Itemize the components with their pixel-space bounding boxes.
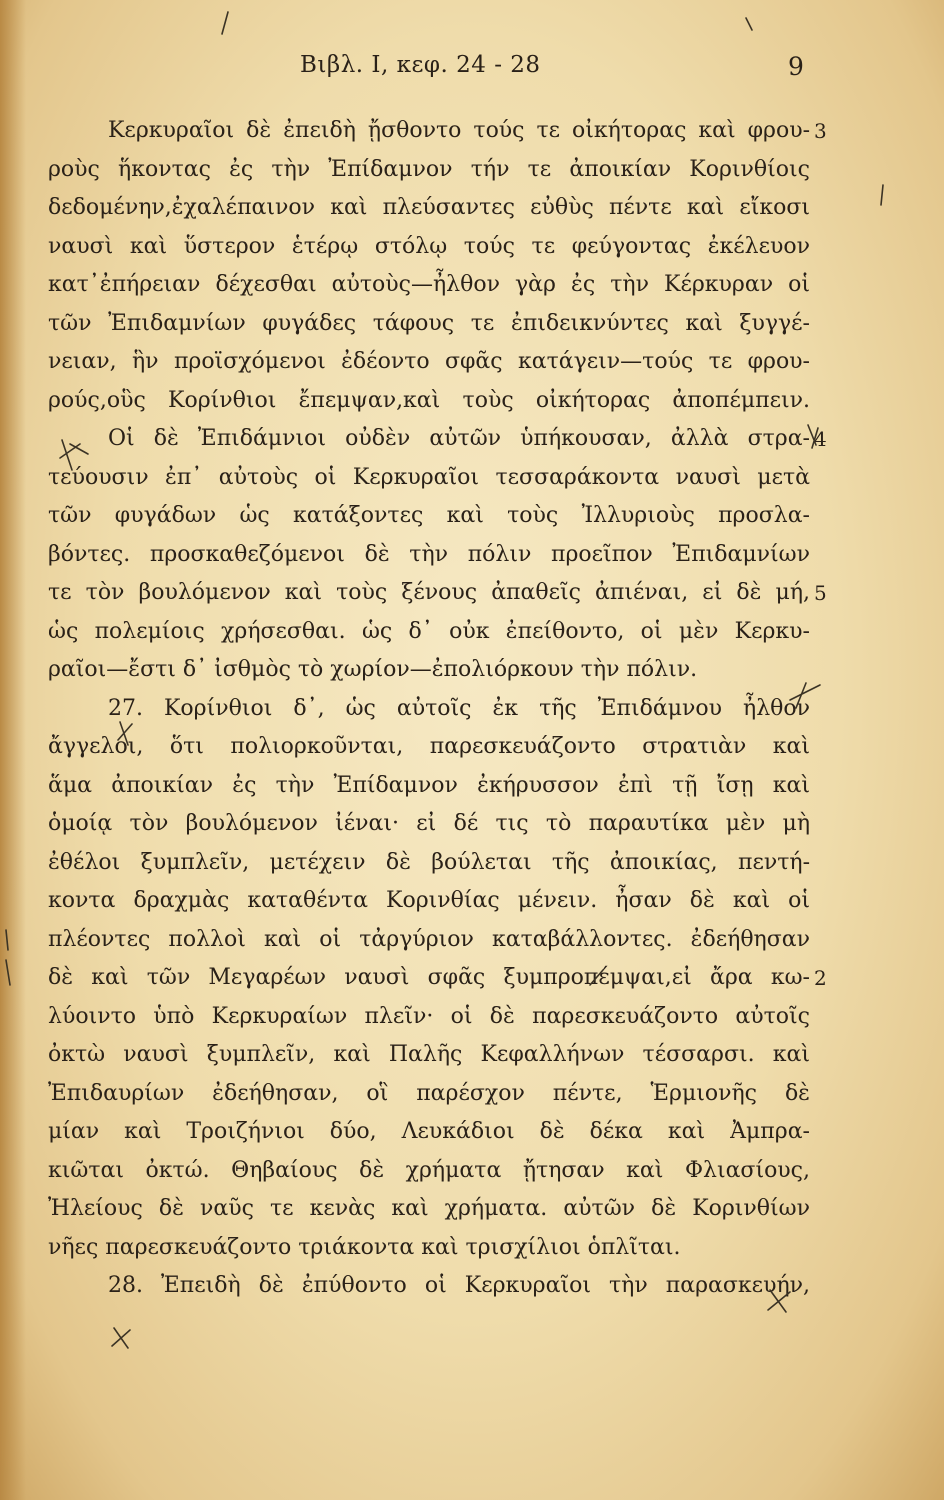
text-line: τῶν φυγάδων ὡς κατάξοντες καὶ τοὺς Ἰλλυριοὺς προσλα- (48, 503, 810, 528)
pencil-mark (746, 18, 752, 30)
margin-number: 2 (814, 966, 827, 990)
text-line: Οἱ δὲ Ἐπιδάμνιοι οὐδὲν αὐτῶν ὑπήκουσαν, ἀλλὰ στρα- (108, 426, 810, 451)
chapter-28-start: 28. Ἐπειδὴ δὲ ἐπύθοντο οἱ Κερκυραῖοι τὴν παρασκευήν, (108, 1273, 810, 1298)
text-line: δεδομένην,ἐχαλέπαινον καὶ πλεύσαντες εὐθὺς πέντε καὶ εἴκοσι (48, 195, 810, 220)
text-line: κατ᾽ἐπήρειαν δέχεσθαι αὐτοὺς—ἦλθον γὰρ ἐς τὴν Κέρκυραν οἱ (48, 272, 810, 297)
page-edge-shadow (0, 0, 26, 1500)
margin-number: 4 (814, 427, 827, 451)
chapter-27-start: 27. Κορίνθιοι δ᾽, ὡς αὐτοῖς ἐκ τῆς Ἐπιδάμνου ἦλθον (108, 695, 810, 721)
text-line: νῆες παρεσκευάζοντο τριάκοντα καὶ τρισχίλιοι ὁπλῖται. (48, 1234, 681, 1260)
text-line: Κερκυραῖοι δὲ ἐπειδὴ ᾔσθοντο τούς τε οἰκήτορας καὶ φρου- (108, 118, 810, 143)
text-line: Ἠλείους δὲ ναῦς τε κενὰς καὶ χρήματα. αὐτῶν δὲ Κορινθίων (48, 1196, 810, 1221)
text-line: πλέοντες πολλοὶ καὶ οἱ τἀργύριον καταβάλλοντες. ἐδεήθησαν (48, 926, 810, 952)
pencil-mark (881, 185, 883, 205)
text-line: δὲ καὶ τῶν Μεγαρέων ναυσὶ σφᾶς ξυμπροπέμψαι,εἰ ἄρα κω- (48, 965, 810, 990)
text-line: ροὺς ἥκοντας ἐς τὴν Ἐπίδαμνον τήν τε ἀποικίαν Κορινθίοις (48, 156, 810, 182)
text-line: βόντες. προσκαθεζόμενοι δὲ τὴν πόλιν προεῖπον Ἐπιδαμνίων (48, 541, 810, 567)
text-line: μίαν καὶ Τροιζήνιοι δύο, Λευκάδιοι δὲ δέκα καὶ Ἀμπρα- (48, 1119, 810, 1144)
margin-number: 3 (814, 119, 827, 143)
text-line: τεύουσιν ἐπ᾽ αὐτοὺς οἱ Κερκυραῖοι τεσσαράκοντα ναυσὶ μετὰ (48, 464, 810, 490)
running-head: Βιβλ. Ι, κεφ. 24 - 28 (300, 52, 541, 78)
text-line: ἐθέλοι ξυμπλεῖν, μετέχειν δὲ βούλεται τῆς ἀποικίας, πεντή- (48, 849, 810, 875)
page-number: 9 (788, 52, 804, 81)
text-line: Ἐπιδαυρίων ἐδεήθησαν, οἳ παρέσχον πέντε, Ἑρμιονῆς δὲ (48, 1080, 810, 1106)
text-line: ρούς,οὓς Κορίνθιοι ἔπεμψαν,καὶ τοὺς οἰκήτορας ἀποπέμπειν. (48, 387, 810, 413)
text-line: λύοιντο ὑπὸ Κερκυραίων πλεῖν· οἱ δὲ παρεσκευάζοντο αὐτοῖς (48, 1003, 810, 1029)
page-header (0, 52, 944, 88)
text-line: τε τὸν βουλόμενον καὶ τοὺς ξένους ἀπαθεῖς ἀπιέναι, εἰ δὲ μή, (48, 580, 810, 605)
text-line: ὁμοίᾳ τὸν βουλόμενον ἰέναι· εἰ δέ τις τὸ παραυτίκα μὲν μὴ (48, 811, 810, 836)
text-line: ραῖοι—ἔστι δ᾽ ἰσθμὸς τὸ χωρίον—ἐπολιόρκουν τὴν πόλιν. (48, 657, 698, 682)
text-line: νειαν, ἣν προϊσχόμενοι ἐδέοντο σφᾶς κατάγειν—τούς τε φρου- (48, 349, 810, 374)
pencil-mark (222, 12, 228, 34)
greek-text-body (48, 112, 810, 1306)
text-line: κιῶται ὀκτώ. Θηβαίους δὲ χρήματα ᾔτησαν καὶ Φλιασίους, (48, 1157, 810, 1183)
text-line: ναυσὶ καὶ ὕστερον ἑτέρῳ στόλῳ τούς τε φεύγοντας ἐκέλευον (48, 233, 810, 259)
margin-number: 5 (814, 581, 827, 605)
text-line: ὀκτὼ ναυσὶ ξυμπλεῖν, καὶ Παλῆς Κεφαλλήνων τέσσαρσι. καὶ (48, 1042, 810, 1067)
text-line: ὡς πολεμίοις χρήσεσθαι. ὡς δ᾽ οὐκ ἐπείθοντο, οἱ μὲν Κερκυ- (48, 618, 810, 644)
text-line: ἄγγελοι, ὅτι πολιορκοῦνται, παρεσκευάζοντο στρατιὰν καὶ (48, 734, 810, 759)
text-line: κοντα δραχμὰς καταθέντα Κορινθίας μένειν. ἦσαν δὲ καὶ οἱ (48, 888, 810, 913)
text-line: τῶν Ἐπιδαμνίων φυγάδες τάφους τε ἐπιδεικνύντες καὶ ξυγγέ- (48, 310, 810, 336)
text-line: ἅμα ἀποικίαν ἐς τὴν Ἐπίδαμνον ἐκήρυσσον ἐπὶ τῇ ἴσῃ καὶ (48, 772, 810, 798)
pencil-cross-icon (112, 1328, 130, 1348)
